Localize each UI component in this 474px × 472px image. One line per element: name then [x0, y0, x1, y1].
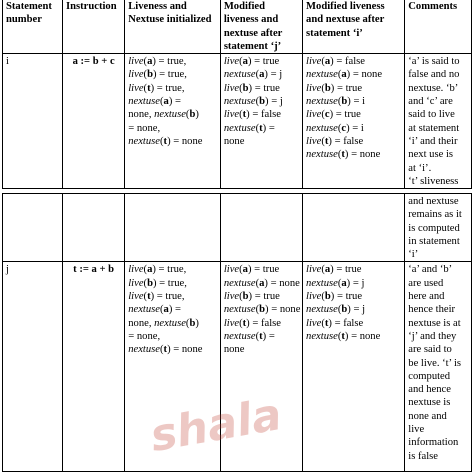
cell-line: nextuse(t) = none — [128, 344, 203, 356]
cell-line: nextuse(t) = — [223, 122, 275, 134]
after-j-cell — [220, 54, 302, 189]
liveness-initialized-cell — [125, 54, 221, 189]
cell-line: said to live — [408, 109, 455, 121]
cell-line: ‘t’ sliveness — [408, 175, 459, 187]
empty-cell — [303, 194, 405, 262]
cell-line: live(a) = true, — [128, 264, 187, 276]
cell-line: nextuse(b) = i — [306, 96, 366, 108]
header-instruction: Instruction — [63, 0, 125, 54]
cell-line: live(t) = false — [223, 317, 281, 329]
cell-line: none and — [408, 410, 447, 422]
cell-line: = none, — [128, 122, 161, 134]
cell-line: nextuse(t) = none — [306, 330, 381, 342]
cell-line: none, nextuse(b) — [128, 317, 199, 329]
cell-line: none, nextuse(b) — [128, 109, 199, 121]
cell-line: nextuse(t) = none — [306, 149, 381, 161]
cell-line: nextuse is — [408, 397, 451, 409]
cell-line: nextuse(a) = j — [306, 277, 365, 289]
cell-line: are said to — [408, 344, 452, 356]
cell-line: ‘a’ and ‘b’ — [408, 264, 453, 276]
cell-line: live(b) = true — [306, 291, 363, 303]
statement-number-cell: i — [3, 54, 63, 189]
table-row — [3, 54, 472, 189]
instruction-cell: t := a + b — [63, 262, 125, 472]
cell-line: nextuse(t) = none — [128, 135, 203, 147]
cell-line: = none, — [128, 330, 161, 342]
cell-line: nextuse(c) = i — [306, 122, 364, 134]
cell-line: ‘i’ and their — [408, 135, 458, 147]
cell-line: nextuse(a) = none — [306, 69, 383, 81]
cell-line: live(t) = false — [306, 135, 364, 147]
cell-line: live(t) = true, — [128, 291, 185, 303]
cell-line: ‘i’ — [408, 249, 419, 261]
cell-line: next use is — [408, 149, 454, 161]
cell-line: nextuse(b) = j — [223, 96, 283, 108]
statement-number-cell: j — [3, 262, 63, 472]
cell-line: false and no — [408, 69, 460, 81]
cell-line: nextuse is at — [408, 317, 461, 329]
empty-cell — [63, 194, 125, 262]
cell-line: live(b) = true, — [128, 277, 187, 289]
instruction-cell: a := b + c — [63, 54, 125, 189]
cell-line: and nextuse — [408, 196, 459, 207]
cell-line: ‘j’ and they — [408, 330, 457, 342]
comments-cell — [405, 262, 472, 472]
header-row — [3, 0, 472, 54]
comments-cell — [405, 54, 472, 189]
header-statement-number: Statement number — [3, 0, 63, 54]
cell-line: information — [408, 437, 459, 449]
empty-cell — [3, 194, 63, 262]
liveness-table-top — [2, 0, 472, 189]
cell-line: none — [223, 135, 245, 147]
cell-line: and hence — [408, 384, 451, 396]
cell-line: nextuse(b) = j — [306, 304, 366, 316]
header-liveness-initialized: Liveness and Nextuse initialized — [125, 0, 221, 54]
continuation-row — [3, 194, 472, 262]
cell-line: live(t) = false — [223, 109, 281, 121]
cell-line: is false — [408, 450, 438, 462]
liveness-table-bottom — [2, 193, 472, 472]
comments-continuation-cell — [405, 194, 472, 262]
cell-line: and ‘c’ are — [408, 96, 453, 108]
header-after-i: Modified liveness and nextuse after statement ‘i’ — [303, 0, 405, 54]
cell-line: live(c) = true — [306, 109, 361, 121]
cell-line: live(b) = true — [223, 291, 280, 303]
header-after-j: Modified liveness and nextuse after statement ‘j’ — [220, 0, 302, 54]
cell-line: live — [408, 424, 425, 436]
empty-cell — [220, 194, 302, 262]
cell-line: hence their — [408, 304, 456, 316]
after-i-cell — [303, 262, 405, 472]
cell-line: nextuse(a) = — [128, 304, 181, 316]
cell-line: none — [223, 344, 245, 356]
cell-line: in statement — [408, 235, 460, 247]
cell-line: is computed — [408, 222, 460, 234]
cell-line: live(b) = true, — [128, 69, 187, 81]
cell-line: live(a) = false — [306, 56, 365, 68]
cell-line: live(a) = true — [306, 264, 362, 276]
cell-line: at statement — [408, 122, 460, 134]
cell-line: nextuse(a) = none — [223, 277, 300, 289]
cell-line: nextuse(t) = — [223, 330, 275, 342]
cell-line: live(a) = true, — [128, 56, 187, 68]
table-row — [3, 262, 472, 472]
after-j-cell — [220, 262, 302, 472]
cell-line: here and — [408, 291, 445, 303]
cell-line: live(a) = true — [223, 56, 280, 68]
watermark-text: shala — [146, 388, 286, 463]
cell-line: remains as it — [408, 209, 462, 221]
cell-line: are used — [408, 277, 444, 289]
header-comments: Comments — [405, 0, 472, 54]
empty-cell — [125, 194, 221, 262]
liveness-initialized-cell — [125, 262, 221, 472]
cell-line: live(a) = true — [223, 264, 280, 276]
cell-line: nextuse(a) = j — [223, 69, 283, 81]
cell-line: ‘a’ is said to — [408, 56, 460, 68]
cell-line: live(b) = true — [223, 82, 280, 94]
after-i-cell — [303, 54, 405, 189]
cell-line: live(b) = true — [306, 82, 363, 94]
cell-line: computed — [408, 370, 451, 382]
cell-line: be live. ‘t’ is — [408, 357, 462, 369]
cell-line: nextuse. ‘b’ — [408, 82, 459, 94]
cell-line: live(t) = false — [306, 317, 364, 329]
cell-line: nextuse(b) = none — [223, 304, 301, 316]
cell-line: at ‘i’. — [408, 162, 432, 174]
cell-line: live(t) = true, — [128, 82, 185, 94]
cell-line: nextuse(a) = — [128, 96, 181, 108]
